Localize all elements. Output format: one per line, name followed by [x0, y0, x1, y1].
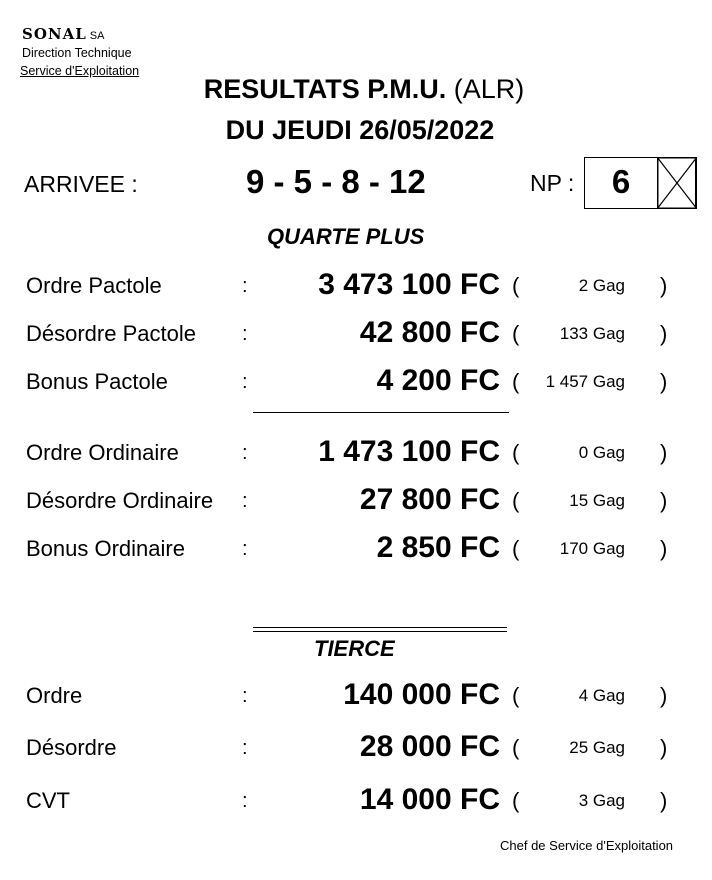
result-colon: : [242, 442, 248, 464]
close-parenthesis: ) [660, 273, 668, 298]
result-label: Bonus Pactole [26, 369, 168, 394]
result-winners: 4 Gag [578, 686, 625, 705]
footer-signature: Chef de Service d'Exploitation [500, 838, 674, 853]
open-parenthesis: ( [512, 440, 520, 465]
result-amount: 42 800 FC [359, 316, 500, 349]
np-label: NP : [530, 170, 575, 196]
result-winners: 3 Gag [578, 791, 625, 810]
result-amount: 140 000 FC [343, 678, 500, 711]
close-parenthesis: ) [660, 536, 668, 561]
np-value: 6 [611, 163, 631, 200]
open-parenthesis: ( [512, 788, 520, 813]
close-parenthesis: ) [660, 440, 668, 465]
open-parenthesis: ( [512, 735, 520, 760]
department-name: Direction Technique [22, 46, 132, 60]
result-colon: : [242, 490, 248, 512]
open-parenthesis: ( [512, 369, 520, 394]
close-parenthesis: ) [660, 683, 668, 708]
result-colon: : [242, 538, 248, 560]
close-parenthesis: ) [660, 488, 668, 513]
result-amount: 28 000 FC [359, 730, 500, 763]
np-box [584, 157, 696, 209]
result-colon: : [242, 275, 248, 297]
arrivee-value: 9 - 5 - 8 - 12 [246, 163, 426, 200]
close-parenthesis: ) [660, 788, 668, 813]
result-winners: 0 Gag [578, 443, 625, 462]
result-label: Ordre Ordinaire [26, 440, 179, 465]
result-label: Ordre Pactole [26, 273, 162, 298]
close-parenthesis: ) [660, 369, 668, 394]
tierce-title: TIERCE [314, 636, 395, 661]
result-amount: 3 473 100 FC [318, 268, 500, 301]
result-winners: 15 Gag [569, 491, 625, 510]
result-amount: 4 200 FC [376, 364, 500, 397]
result-colon: : [242, 737, 248, 759]
result-amount: 1 473 100 FC [318, 435, 500, 468]
result-amount: 14 000 FC [359, 783, 500, 816]
open-parenthesis: ( [512, 321, 520, 346]
company-suffix: SA [89, 30, 105, 42]
result-colon: : [242, 371, 248, 393]
arrivee-label: ARRIVEE : [24, 171, 138, 197]
section-divider [253, 412, 509, 413]
title-main: RESULTATS P.M.U. [203, 74, 447, 104]
service-name: Service d'Exploitation [20, 64, 140, 78]
title-suffix: (ALR) [453, 74, 525, 104]
open-parenthesis: ( [512, 488, 520, 513]
result-amount: 27 800 FC [359, 483, 500, 516]
result-label: Ordre [26, 683, 83, 708]
result-colon: : [242, 323, 248, 345]
document-title [0, 74, 712, 105]
result-label: Désordre Ordinaire [26, 488, 214, 513]
result-winners: 25 Gag [569, 738, 625, 757]
result-label: Désordre [26, 735, 117, 760]
open-parenthesis: ( [512, 273, 520, 298]
open-parenthesis: ( [512, 536, 520, 561]
close-parenthesis: ) [660, 321, 668, 346]
result-winners: 170 Gag [559, 539, 625, 558]
cross-box-icon [657, 157, 697, 209]
company-name [22, 25, 104, 44]
result-amount: 2 850 FC [376, 531, 500, 564]
result-winners: 1 457 Gag [545, 372, 625, 391]
result-label: Désordre Pactole [26, 321, 196, 346]
document-date: DU JEUDI 26/05/2022 [225, 115, 495, 145]
result-colon: : [242, 685, 248, 707]
result-winners: 2 Gag [578, 276, 625, 295]
double-divider [253, 627, 507, 632]
result-label: Bonus Ordinaire [26, 536, 185, 561]
quarte-plus-title: QUARTE PLUS [267, 224, 425, 249]
result-label: CVT [26, 788, 70, 813]
result-colon: : [242, 790, 248, 812]
close-parenthesis: ) [660, 735, 668, 760]
result-winners: 133 Gag [559, 324, 625, 343]
open-parenthesis: ( [512, 683, 520, 708]
company-logo-text: SONAL [22, 25, 87, 43]
